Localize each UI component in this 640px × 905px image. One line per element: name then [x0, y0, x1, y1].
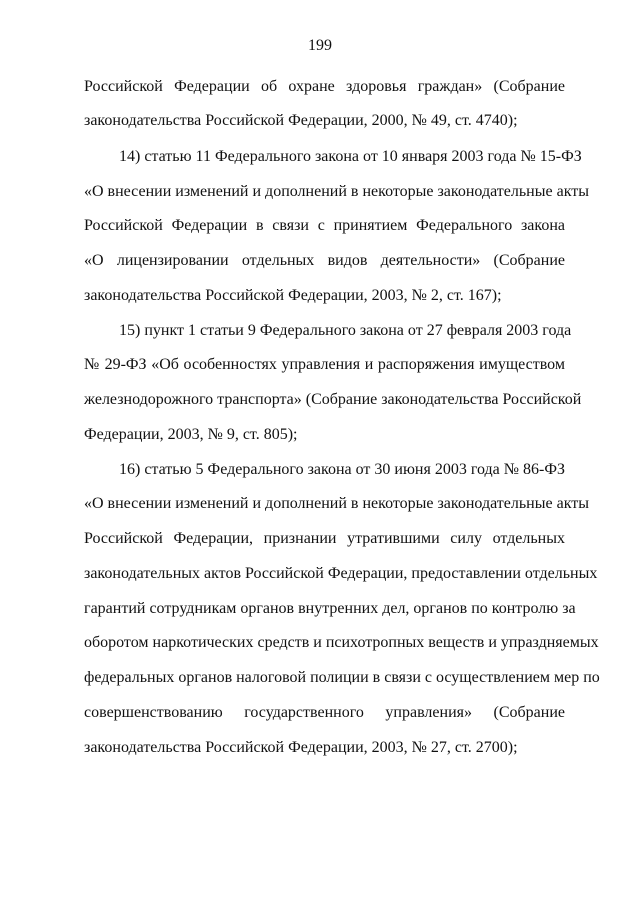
text-line: 14) статью 11 Федерального закона от 10 января 2003 года № 15-ФЗ	[119, 148, 582, 165]
text-line: законодательства Российской Федерации, 2003, № 27, ст. 2700);	[84, 739, 518, 756]
text-line: железнодорожного транспорта» (Собрание законодательства Российской	[84, 391, 582, 408]
text-line: федеральных органов налоговой полиции в связи с осуществлением мер по	[84, 669, 600, 686]
text-line: оборотом наркотических средств и психотропных веществ и упраздняемых	[84, 634, 599, 651]
text-line: № 29-ФЗ «Об особенностях управления и распоряжения имуществом	[84, 356, 565, 373]
text-line: Российской Федерации об охране здоровья граждан» (Собрание	[84, 78, 565, 95]
text-line: Федерации, 2003, № 9, ст. 805);	[84, 426, 298, 443]
text-line: 16) статью 5 Федерального закона от 30 июня 2003 года № 86-ФЗ	[119, 461, 566, 478]
text-line: «О внесении изменений и дополнений в некоторые законодательные акты	[84, 495, 589, 512]
text-line: законодательства Российской Федерации, 2003, № 2, ст. 167);	[84, 287, 502, 304]
text-line: совершенствованию государственного управления» (Собрание	[84, 704, 565, 721]
text-line: «О лицензировании отдельных видов деятельности» (Собрание	[84, 252, 565, 269]
text-line: законодательства Российской Федерации, 2000, № 49, ст. 4740);	[84, 112, 518, 129]
text-line: гарантий сотрудникам органов внутренних дел, органов по контролю за	[84, 600, 576, 617]
text-line: Российской Федерации в связи с принятием Федерального закона	[84, 217, 565, 234]
text-line: Российской Федерации, признании утратившими силу отдельных	[84, 530, 565, 547]
page-number: 199	[308, 37, 332, 54]
text-line: 15) пункт 1 статьи 9 Федерального закона от 27 февраля 2003 года	[119, 322, 572, 339]
text-line: законодательных актов Российской Федерации, предоставлении отдельных	[84, 565, 598, 582]
text-line: «О внесении изменений и дополнений в некоторые законодательные акты	[84, 183, 589, 200]
